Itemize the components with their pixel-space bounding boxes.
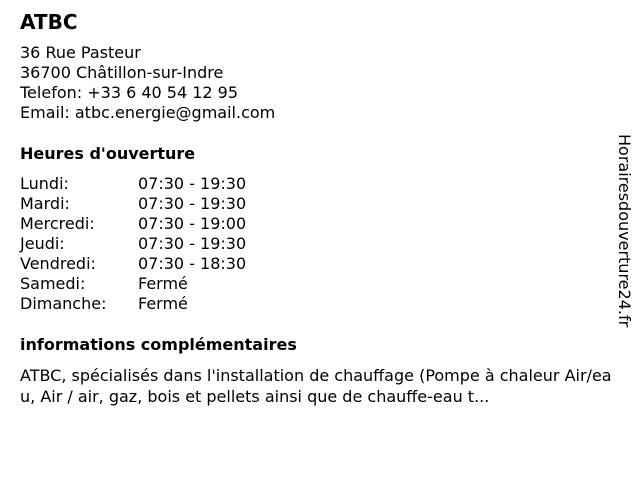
- hours-row-wednesday: [20, 214, 620, 234]
- address-city: 36700 Châtillon-sur-Indre: [20, 63, 224, 82]
- time-range: 07:30 - 18:30: [138, 254, 247, 273]
- opening-hours-title: Heures d'ouverture: [20, 144, 196, 163]
- additional-info-text: ATBC, spécialisés dans l'installation de chauffage (Pompe à chaleur Air/eau, Air / air, gaz, bois et pellets ainsi que de chauffe-eau t...: [20, 366, 612, 406]
- time-range: 07:30 - 19:30: [138, 194, 247, 213]
- site-watermark: Horairesdouverture24.fr: [615, 134, 634, 328]
- time-range: Fermé: [138, 274, 188, 293]
- day-label: Samedi:: [20, 274, 86, 293]
- day-label: Jeudi:: [20, 234, 65, 253]
- address-street: 36 Rue Pasteur: [20, 43, 141, 62]
- business-card: [20, 10, 620, 407]
- hours-row-monday: [20, 174, 620, 194]
- day-label: Dimanche:: [20, 294, 107, 313]
- email-address: Email: atbc.energie@gmail.com: [20, 103, 276, 122]
- hours-row-thursday: [20, 234, 620, 254]
- day-label: Mercredi:: [20, 214, 95, 233]
- hours-row-tuesday: [20, 194, 620, 214]
- hours-row-saturday: [20, 274, 620, 294]
- time-range: 07:30 - 19:30: [138, 174, 247, 193]
- day-label: Vendredi:: [20, 254, 96, 273]
- hours-row-sunday: [20, 294, 620, 314]
- time-range: 07:30 - 19:00: [138, 214, 247, 233]
- day-label: Mardi:: [20, 194, 70, 213]
- hours-row-friday: [20, 254, 620, 274]
- day-label: Lundi:: [20, 174, 69, 193]
- phone-number: Telefon: +33 6 40 54 12 95: [20, 83, 239, 102]
- opening-hours-list: [20, 174, 620, 314]
- time-range: 07:30 - 19:30: [138, 234, 247, 253]
- time-range: Fermé: [138, 294, 188, 313]
- additional-info-title: informations complémentaires: [20, 335, 297, 354]
- business-name: ATBC: [20, 10, 78, 34]
